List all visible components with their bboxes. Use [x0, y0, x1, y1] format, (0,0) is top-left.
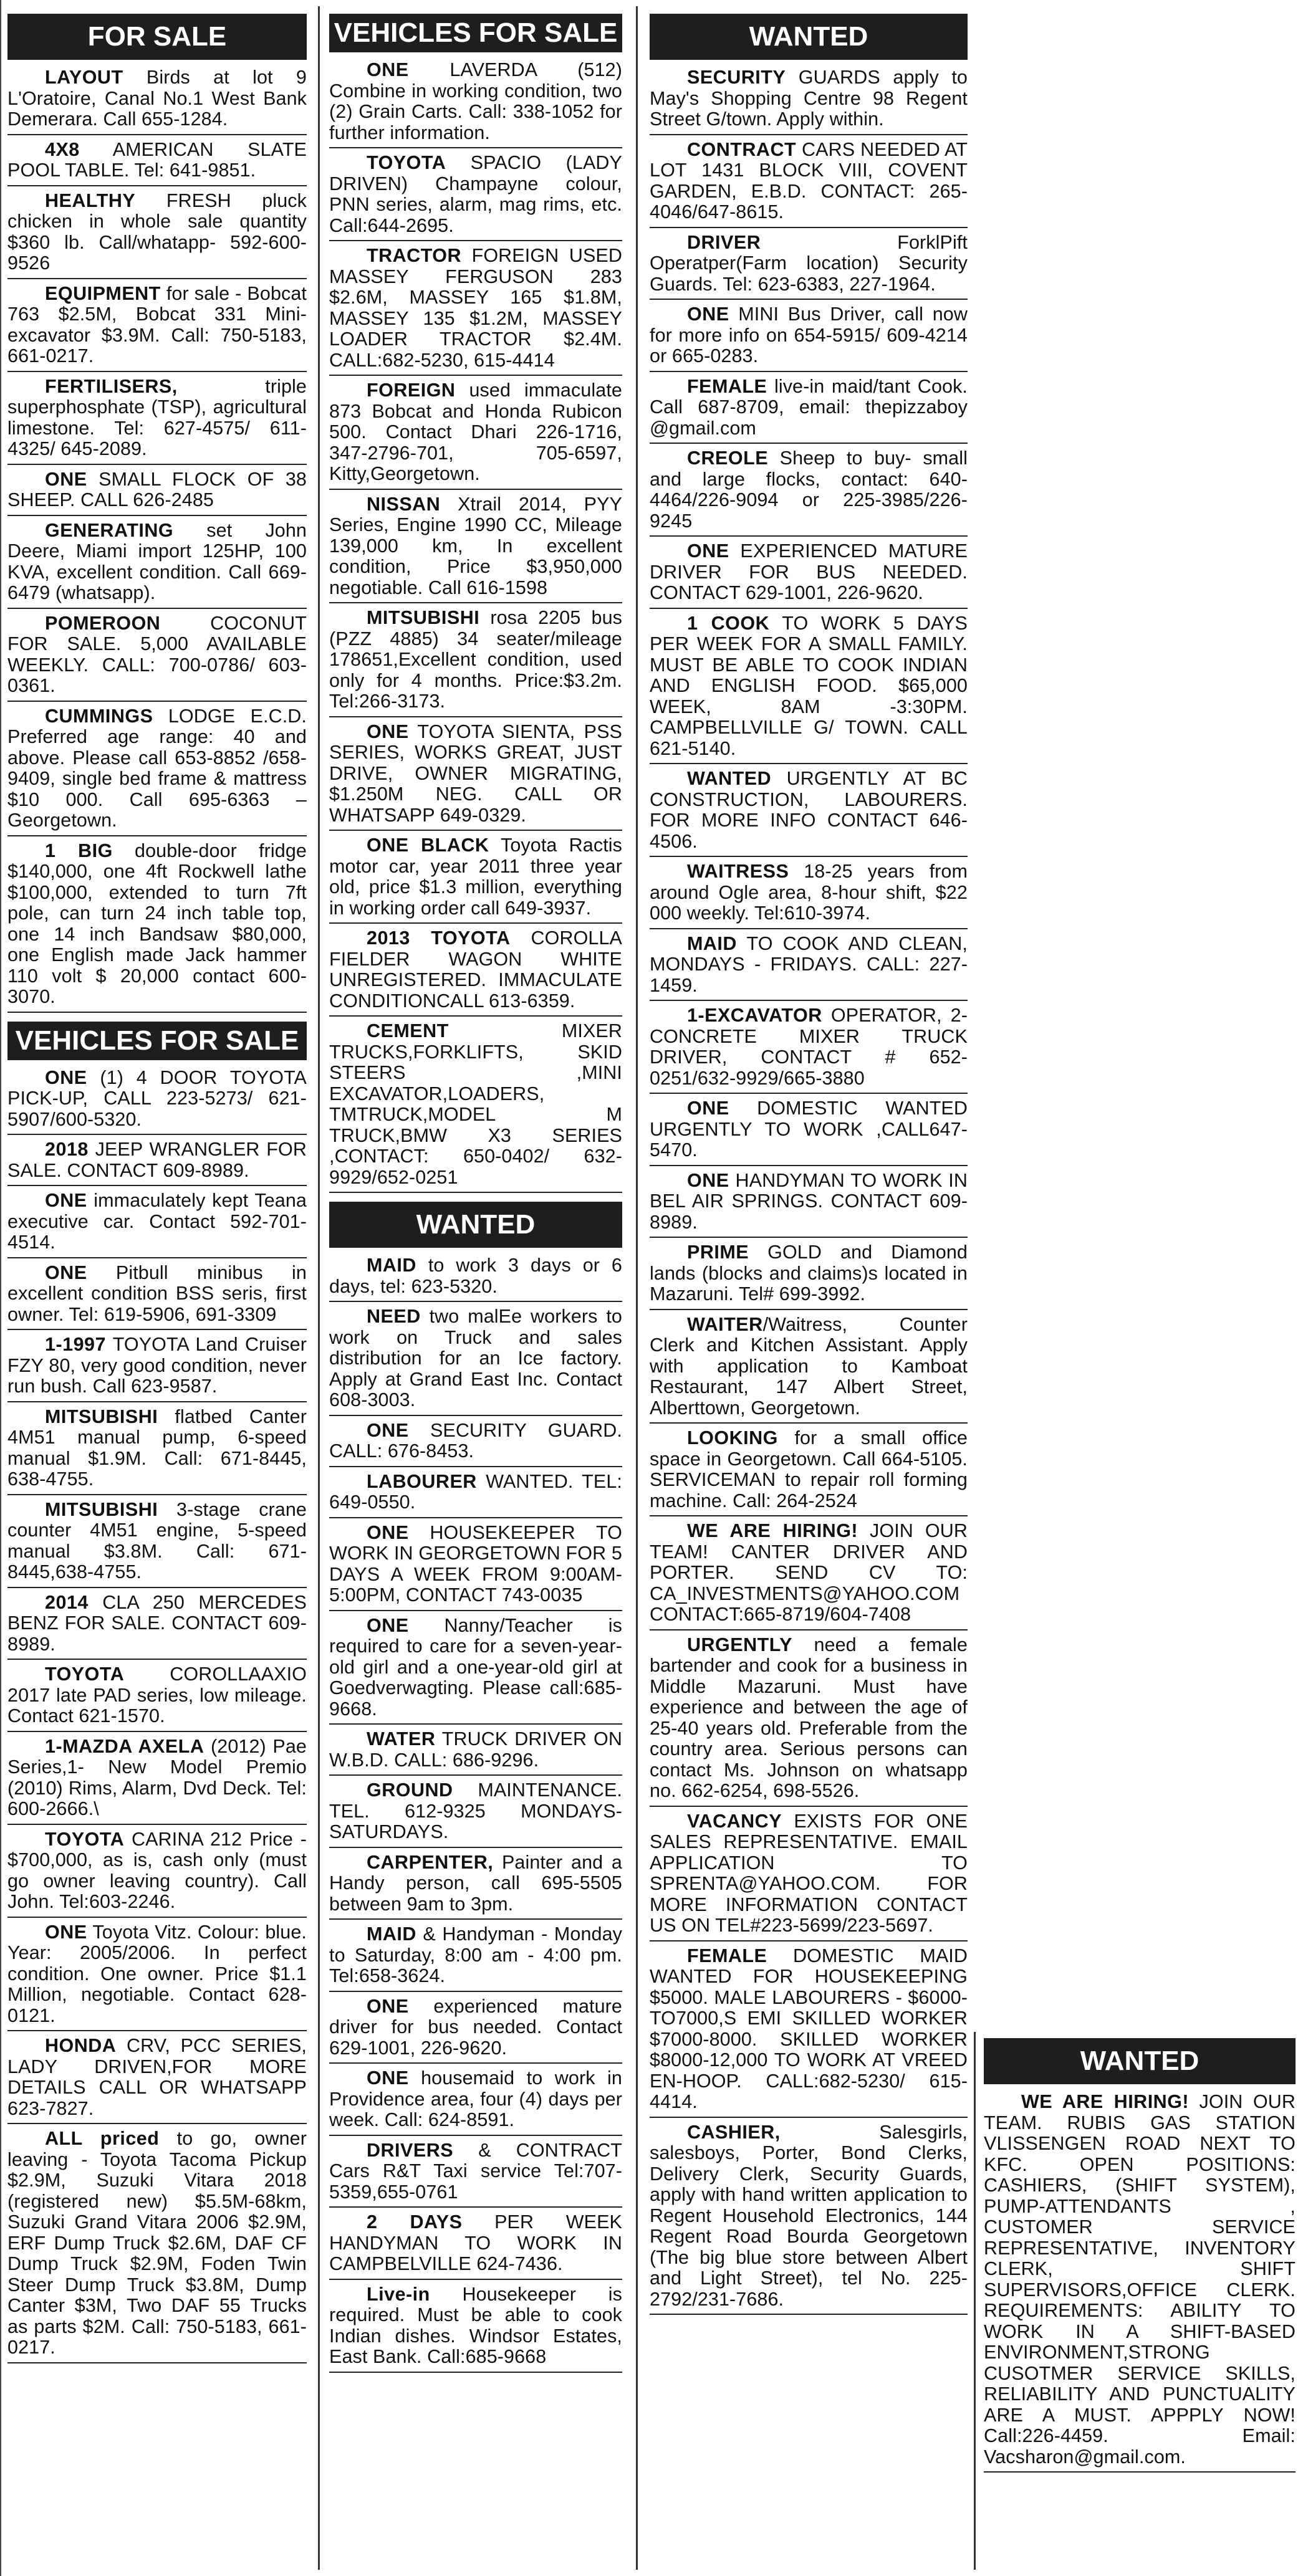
ad-lead-word: VACANCY: [687, 1810, 782, 1832]
classified-ad: [329, 1306, 622, 1416]
ad-lead-word: ONE: [367, 1521, 409, 1543]
classified-ad: [329, 1472, 622, 1518]
ad-lead-word: ONE: [367, 1419, 409, 1441]
classified-ad: [7, 376, 307, 465]
classified-ad: [329, 246, 622, 376]
classified-ad: [7, 284, 307, 372]
ad-body: & Handyman - Monday to Saturday, 8:00 am - 4:00 pm. Tel:658-3624.: [329, 1923, 622, 1986]
ad-lead-word: FERTILISERS,: [45, 375, 178, 397]
ad-lead-word: DRIVERS: [367, 2139, 454, 2161]
classified-ad: [329, 1021, 622, 1193]
classified-ad: [329, 2284, 622, 2373]
classified-ad: [329, 1255, 622, 1302]
ad-lead-word: FEMALE: [687, 1945, 767, 1966]
classified-ad: [7, 1068, 307, 1136]
section-header-vehicles-for-sale: VEHICLES FOR SALE: [329, 14, 622, 52]
classified-ad: [329, 1420, 622, 1467]
classified-ad: [329, 1780, 622, 1848]
classified-ad: [329, 1616, 622, 1725]
classified-ad: [650, 768, 968, 857]
ad-body: SPACIO (LADY DRIVEN) Champayne colour, PNN series, alarm, mag rims, etc. Call:644-2695.: [329, 152, 622, 236]
ad-body: COCONUT FOR SALE. 5,000 AVAILABLE WEEKLY. CALL: 700-0786/ 603-0361.: [7, 612, 307, 696]
classified-ad: [7, 67, 307, 135]
classified-ad: [7, 1139, 307, 1186]
classified-ad: [650, 1171, 968, 1238]
ad-lead-word: ONE: [45, 468, 87, 490]
ad-lead-word: DRIVER: [687, 231, 761, 253]
ad-body: JOIN OUR TEAM! CANTER DRIVER AND PORTER. SEND CV TO: CA_INVESTMENTS@YAHOO.COM CONTACT:665-8719/604-7408: [650, 1520, 968, 1625]
ad-lead-word: SECURITY: [687, 67, 786, 88]
ad-lead-word: EQUIPMENT: [45, 282, 161, 304]
classified-ad: [650, 1314, 968, 1424]
ad-lead-word: WE ARE HIRING!: [1021, 2091, 1190, 2112]
ad-lead-word: ONE: [687, 1098, 729, 1119]
ad-lead-word: TOYOTA: [45, 1664, 125, 1685]
classified-ad: [7, 1922, 307, 2032]
ad-body: to go, owner leaving - Toyota Tacoma Pickup $2.9M, Suzuki Vitara 2018 (registered new) $5.5M-68km, Suzuki Grand Vitara 2006 $2.9M, ERF Dump Truck $2.6M, DAF CF Dump Truck $2.9M, Foden Twin Steer Dump Truck $3.8M, Dump Canter $3M, Two DAF 55 Trucks as parts $2M. Call: 750-5183, 661-0217.: [7, 2128, 307, 2358]
ad-lead-word: NISSAN: [367, 493, 441, 515]
classified-ad: [7, 1334, 307, 1402]
classified-ad: [7, 1829, 307, 1918]
classified-ad: [7, 613, 307, 702]
classified-ad: [650, 1098, 968, 1166]
ad-body: TO WORK 5 DAYS PER WEEK FOR A SMALL FAMILY. MUST BE ABLE TO COOK INDIAN AND ENGLISH FOOD. $65,000 WEEK, 8AM -3:30PM. CAMPBELLVILLE G/ TOWN. CALL 621-5140.: [650, 612, 968, 759]
ad-body: HANDYMAN TO WORK IN BEL AIR SPRINGS. CONTACT 609-8989.: [650, 1169, 968, 1233]
classified-ad: [650, 140, 968, 228]
ad-lead-word: MAID: [367, 1255, 416, 1276]
ad-lead-word: TRACTOR: [367, 245, 462, 266]
column-rule: [974, 2032, 976, 2570]
ad-body: (1) 4 DOOR TOYOTA PICK-UP, CALL 223-5273/ 621-5907/600-5320.: [7, 1066, 307, 1130]
ad-body: ForklPift Operatper(Farm location) Security Guards. Tel: 623-6383, 227-1964.: [650, 231, 968, 295]
classified-ad: [329, 380, 622, 490]
ad-body: 3-stage crane counter 4M51 engine, 5-speed manual $3.8M. Call: 671-8445,638-4755.: [7, 1498, 307, 1582]
ad-body: set John Deere, Miami import 125HP, 100 KVA, excellent condition. Call 669-6479 (whatsapp).: [7, 519, 307, 603]
ad-body: AMERICAN SLATE POOL TABLE. Tel: 641-9851.: [7, 138, 307, 181]
ad-lead-word: 1 BIG: [45, 840, 113, 861]
ad-lead-word: ONE BLACK: [367, 835, 489, 856]
ad-body: DOMESTIC WANTED URGENTLY TO WORK ,CALL647-5470.: [650, 1098, 968, 1161]
classified-ad: [650, 1428, 968, 1516]
ad-body: JOIN OUR TEAM. RUBIS GAS STATION VLISSENGEN ROAD NEXT TO KFC. OPEN POSITIONS: CASHIERS, (SHIFT SYSTEM), PUMP-ATTENDANTS , CUSTOMER SERVICE REPRESENTATIVE, INVENTORY CLERK, SHIFT SUPERVISORS,OFFICE CLERK. REQUIREMENTS: ABILITY TO WORK IN A SHIFT-BASED ENVIRONMENT,STRONG CUSOTMER SERVICE SKILLS, RELIABILITY AND PUNCTUALITY ARE A MUST. APPPLY NOW! Call:226-4459. Email: Vacsharon@gmail.com.: [984, 2091, 1296, 2468]
ad-lead-word: WAITRESS: [687, 861, 789, 882]
ad-body: two malEe workers to work on Truck and sales distribution for an Ice factory. Apply at Grand East Inc. Contact 608-3003.: [329, 1306, 622, 1410]
classified-ad: [7, 2128, 307, 2363]
ad-lead-word: ONE: [687, 540, 729, 562]
ad-lead-word: ONE: [367, 2067, 409, 2089]
ad-lead-word: TOYOTA: [45, 1828, 125, 1850]
ad-body: Xtrail 2014, PYY Series, Engine 1990 CC, Mileage 139,000 km, In excellent condition, Price $3,950,000 negotiable. Call 616-1598: [329, 493, 622, 598]
ad-lead-word: 2014: [45, 1591, 89, 1613]
classified-ad: [650, 1005, 968, 1094]
classified-ad: [650, 232, 968, 300]
ad-body: Birds at lot 9 L'Oratoire, Canal No.1 West Bank Demerara. Call 655-1284.: [7, 67, 307, 130]
column-2: [329, 14, 622, 2377]
ads-list: [329, 1255, 622, 2373]
classified-ad: [650, 304, 968, 372]
classified-ad: [650, 861, 968, 929]
classified-ad: [650, 1521, 968, 1630]
classified-ad: [7, 1263, 307, 1331]
classified-ad: [329, 494, 622, 604]
classified-ad: [7, 1592, 307, 1660]
classified-ad: [329, 2068, 622, 2136]
section-header-wanted: WANTED: [329, 1202, 622, 1248]
ad-lead-word: CASHIER,: [687, 2121, 781, 2143]
classified-ad: [984, 2092, 1296, 2473]
ad-lead-word: LOOKING: [687, 1427, 778, 1448]
ad-lead-word: CUMMINGS: [45, 705, 153, 727]
classified-ad: [329, 2212, 622, 2280]
ad-lead-word: 1-MAZDA AXELA: [45, 1735, 204, 1757]
column-rule: [636, 6, 638, 2570]
classified-ad: [329, 1852, 622, 1920]
classified-ad: [650, 448, 968, 537]
ad-lead-word: GENERATING: [45, 519, 174, 541]
ad-body: COROLLA FIELDER WAGON WHITE UNREGISTERED. IMMACULATE CONDITIONCALL 613-6359.: [329, 927, 623, 1012]
ad-lead-word: LABOURER: [367, 1470, 477, 1492]
ad-lead-word: MITSUBISHI: [45, 1405, 158, 1427]
ad-lead-word: 4X8: [45, 138, 80, 160]
ad-body: CARINA 212 Price - $700,000, as is, cash only (must go owner leaving country). Call John. Tel:603-2246.: [7, 1828, 307, 1912]
ad-body: (2012) Pae Series,1- New Model Premio (2010) Rims, Alarm, Dvd Deck. Tel: 600-2666.\: [7, 1735, 307, 1819]
ad-body: for sale - Bobcat 763 $2.5M, Bobcat 331 Mini-excavator $3.9M. Call: 750-5183, 661-0217.: [7, 282, 307, 366]
ad-lead-word: NEED: [367, 1306, 421, 1327]
ad-lead-word: ONE: [367, 1614, 409, 1636]
classified-ad: [329, 608, 622, 717]
ad-lead-word: ONE: [367, 59, 409, 80]
ad-lead-word: MAID: [687, 932, 737, 954]
classified-ad: [7, 191, 307, 279]
section-header-wanted: WANTED: [984, 2038, 1296, 2084]
ad-body: immaculately kept Teana executive car. Contact 592-701-4514.: [7, 1190, 307, 1253]
classified-ad: [329, 928, 622, 1017]
section-header-vehicles-for-sale: VEHICLES FOR SALE: [7, 1022, 307, 1060]
ad-body: MINI Bus Driver, call now for more info on 654-5915/ 609-4214 or 665-0283.: [650, 304, 968, 366]
ad-lead-word: 1 COOK: [687, 612, 770, 634]
ad-body: triple superphosphate (TSP), agricultural limestone. Tel: 627-4575/ 611-4325/ 645-2089.: [7, 375, 307, 459]
classified-ad: [650, 1811, 968, 1942]
ad-body: GUARDS apply to May's Shopping Centre 98 Regent Street G/town. Apply within.: [650, 67, 968, 130]
column-1: [7, 14, 307, 2368]
column-rule: [318, 6, 320, 2570]
ad-lead-word: ONE: [45, 1190, 87, 1211]
classified-ad: [329, 2140, 622, 2208]
classified-ad: [329, 1924, 622, 1992]
ad-lead-word: MAID: [367, 1923, 416, 1945]
ad-body: TO COOK AND CLEAN, MONDAYS - FRIDAYS. CALL: 227-1459.: [650, 932, 968, 996]
ad-body: LAVERDA (512) Combine in working condition, two (2) Grain Carts. Call: 338-1052 for further information.: [329, 59, 622, 143]
ad-body: OPERATOR, 2- CONCRETE MIXER TRUCK DRIVER, CONTACT # 652-0251/632-9929/665-3880: [650, 1005, 968, 1089]
ad-body: GOLD and Diamond lands (blocks and claims)s located in Mazaruni. Tel# 699-3992.: [650, 1242, 968, 1305]
classified-ad: [650, 1946, 968, 2118]
ad-lead-word: LAYOUT: [45, 67, 123, 88]
ad-lead-word: WANTED: [687, 768, 772, 789]
ad-lead-word: ALL priced: [45, 2128, 160, 2149]
ad-body: 18-25 years from around Ogle area, 8-hour shift, $22 000 weekly. Tel:610-3974.: [650, 861, 968, 924]
ad-lead-word: ONE: [367, 721, 409, 742]
ad-lead-word: Live-in: [367, 2283, 430, 2305]
ad-body: WANTED. TEL: 649-0550.: [329, 1470, 622, 1513]
ad-lead-word: 1-1997: [45, 1334, 106, 1355]
ad-body: TOYOTA Land Cruiser FZY 80, very good condition, never run bush. Call 623-9587.: [7, 1334, 307, 1397]
classified-ad: [650, 376, 968, 444]
ad-body: Pitbull minibus in excellent condition BSS seris, first owner. Tel: 619-5906, 691-3309: [7, 1262, 307, 1325]
classified-ad: [7, 841, 307, 1013]
ads-list: [7, 67, 307, 1013]
ad-lead-word: CREOLE: [687, 448, 769, 469]
ad-lead-word: ONE: [687, 304, 729, 325]
ad-body: live-in maid/tant Cook. Call 687-8709, email: thepizzaboy @gmail.com: [650, 375, 968, 439]
ad-body: Nanny/Teacher is required to care for a seven-year-old girl and a one-year-old girl at Goedverwagting. Please call:685-9668.: [329, 1614, 622, 1720]
classified-ad: [7, 520, 307, 609]
ad-lead-word: ONE: [367, 1995, 409, 2017]
ad-body: SECURITY GUARD. CALL: 676-8453.: [329, 1419, 622, 1462]
classified-ad: [7, 469, 307, 516]
ad-lead-word: CARPENTER,: [367, 1851, 494, 1873]
ad-body: need a female bartender and cook for a business in Middle Mazaruni. Must have experience and between the age of 25-40 years old. Preferable from the country area. Serious persons can contact Ms. Johnson on whatsapp no. 662-6254, 698-5526.: [650, 1634, 968, 1801]
classified-ad: [7, 706, 307, 836]
ad-lead-word: FOREIGN: [367, 380, 456, 401]
ad-lead-word: 2 DAYS: [367, 2211, 463, 2233]
classified-ad: [329, 835, 622, 924]
classified-ad: [650, 934, 968, 1002]
column-4: [984, 2038, 1296, 2477]
ad-body: housemaid to work in Providence area, four (4) days per week. Call: 624-8591.: [329, 2067, 622, 2130]
ad-lead-word: FEMALE: [687, 375, 767, 397]
ad-lead-word: WE ARE HIRING!: [687, 1520, 858, 1541]
ad-body: CRV, PCC SERIES, LADY DRIVEN,FOR MORE DETAILS CALL OR WHATSAPP 623-7827.: [7, 2035, 307, 2119]
ad-lead-word: MITSUBISHI: [45, 1498, 158, 1520]
ad-body: EXISTS FOR ONE SALES REPRESENTATIVE. EMAIL APPLICATION TO SPRENTA@YAHOO.COM. FOR MORE INFORMATION CONTACT US ON TEL#223-5699/223-5697.: [650, 1810, 968, 1936]
ad-body: Painter and a Handy person, call 695-5505 between 9am to 3pm.: [329, 1851, 622, 1915]
classified-ad: [7, 1664, 307, 1732]
ad-body: SMALL FLOCK OF 38 SHEEP. CALL 626-2485: [7, 468, 307, 510]
ad-lead-word: GROUND: [367, 1779, 453, 1801]
ad-lead-word: 2018: [45, 1139, 89, 1160]
ad-body: FOREIGN USED MASSEY FERGUSON 283 $2.6M, MASSEY 165 $1.8M, MASSEY 135 $1.2M, MASSEY LOADER TRACTOR $2.4M. CALL:682-5230, 615-4414: [329, 245, 622, 371]
ads-list: [984, 2092, 1296, 2473]
ad-body: URGENTLY AT BC CONSTRUCTION, LABOURERS. FOR MORE INFO CONTACT 646-4506.: [650, 768, 968, 852]
ad-body: Sheep to buy- small and large flocks, contact: 640-4464/226-9094 or 225-3985/226-9245: [650, 448, 968, 532]
ad-lead-word: MITSUBISHI: [367, 607, 480, 628]
ads-list: [329, 60, 622, 1193]
ad-body: & CONTRACT Cars R&T Taxi service Tel:707-5359,655-0761: [329, 2139, 622, 2203]
ad-lead-word: URGENTLY: [687, 1634, 792, 1655]
classified-ad: [329, 60, 622, 148]
classified-ad: [329, 1523, 622, 1611]
ad-lead-word: TOYOTA: [367, 152, 446, 173]
ad-lead-word: ONE: [45, 1066, 87, 1088]
ad-lead-word: POMEROON: [45, 612, 161, 634]
ad-body: MIXER TRUCKS,FORKLIFTS, SKID STEERS ,MINI EXCAVATOR,LOADERS, TMTRUCK,MODEL M TRUCK,BMW X3 SERIES ,CONTACT: 650-0402/ 632-9929/652-0251: [329, 1020, 622, 1188]
classified-ad: [329, 722, 622, 831]
ad-body: PER WEEK HANDYMAN TO WORK IN CAMPBELVILLE 624-7436.: [329, 2211, 622, 2274]
ad-lead-word: HONDA: [45, 2035, 117, 2056]
ad-lead-word: 1-EXCAVATOR: [687, 1005, 822, 1026]
ad-body: DOMESTIC MAID WANTED FOR HOUSEKEEPING $5000. MALE LABOURERS - $6000-TO7000,S EMI SKILLED WORKER $7000-8000. SKILLED WORKER $8000-12,000 TO WORK AT VREED EN-HOOP. CALL:682-5230/ 615-4414.: [650, 1945, 968, 2112]
classified-ad: [650, 67, 968, 135]
ad-body: MAINTENANCE. TEL. 612-9325 MONDAYS-SATURDAYS.: [329, 1779, 622, 1842]
ads-list: [7, 1068, 307, 2363]
ad-body: Toyota Ractis motor car, year 2011 three year old, price $1.3 million, everything in working order call 649-3937.: [329, 835, 622, 919]
ad-lead-word: CONTRACT: [687, 138, 797, 160]
ad-body: Salesgirls, salesboys, Porter, Bond Clerks, Delivery Clerk, Security Guards, apply with hand written application to Regent Household Electronics, 144 Regent Road Bourda Georgetown (The big blue store between Albert and Light Street), tel No. 225-2792/231-7686.: [650, 2121, 968, 2310]
ad-body: HOUSEKEEPER TO WORK IN GEORGETOWN FOR 5 DAYS A WEEK FROM 9:00AM-5:00PM, CONTACT 743-0035: [329, 1521, 622, 1606]
classified-ad: [329, 1729, 622, 1776]
ad-body: LODGE E.C.D. Preferred age range: 40 and above. Please call 653-8852 /658-9409, single bed frame & mattress $10 000. Call 695-6363 – Georgetown.: [7, 705, 307, 831]
ad-lead-word: WAITER: [687, 1313, 763, 1335]
classified-ad: [329, 153, 622, 241]
classified-ad: [650, 2122, 968, 2315]
ad-body: /Waitress, Counter Clerk and Kitchen Assistant. Apply with application to Kamboat Restaurant, 147 Albert Street, Alberttown, Georgetown.: [650, 1313, 968, 1419]
ad-body: CLA 250 MERCEDES BENZ FOR SALE. CONTACT 609-8989.: [7, 1591, 307, 1655]
ad-body: TOYOTA SIENTA, PSS SERIES, WORKS GREAT, JUST DRIVE, OWNER MIGRATING, $1.250M NEG. CALL OR WHATSAPP 649-0329.: [329, 721, 622, 826]
ad-lead-word: ONE: [45, 1921, 87, 1943]
ad-body: flatbed Canter 4M51 manual pump, 6-speed manual $1.9M. Call: 671-8445, 638-4755.: [7, 1405, 307, 1490]
classified-ad: [650, 541, 968, 609]
classified-ad: [7, 140, 307, 186]
classified-ad: [650, 1242, 968, 1310]
ad-body: for a small office space in Georgetown. Call 664-5105. SERVICEMAN to repair roll forming machine. Call: 264-2524: [650, 1427, 968, 1511]
ad-lead-word: ONE: [687, 1169, 729, 1191]
ad-body: double-door fridge $140,000, one 4ft Rockwell lathe $100,000, extended to turn 7ft pole, can turn 24 inch table top, one 14 inch Bandsaw $80,000, one English made Jack hammer 110 volt $ 20,000 contact 600-3070.: [7, 840, 307, 1007]
ad-body: CARS NEEDED AT LOT 1431 BLOCK VIII, COVENT GARDEN, E.B.D. CONTACT: 265-4046/647-8615.: [650, 138, 968, 223]
ad-lead-word: WATER: [367, 1728, 436, 1750]
ads-list: [650, 67, 968, 2315]
ad-body: to work 3 days or 6 days, tel: 623-5320.: [329, 1255, 622, 1297]
classified-ad: [329, 1996, 622, 2064]
section-header-for-sale: FOR SALE: [7, 14, 307, 60]
column-3: [650, 14, 968, 2319]
ad-body: TRUCK DRIVER ON W.B.D. CALL: 686-9296.: [329, 1728, 622, 1771]
ad-body: FRESH pluck chicken in whole sale quantity $360 lb. Call/whatapp- 592-600-9526: [7, 189, 307, 274]
ad-lead-word: HEALTHY: [45, 189, 136, 211]
classified-ad: [7, 1500, 307, 1588]
ad-lead-word: CEMENT: [367, 1020, 449, 1041]
classified-ad: [7, 1190, 307, 1258]
ad-body: EXPERIENCED MATURE DRIVER FOR BUS NEEDED. CONTACT 629-1001, 226-9620.: [650, 540, 968, 603]
classified-ad: [7, 2036, 307, 2124]
section-header-wanted: WANTED: [650, 14, 968, 60]
classified-ad: [7, 1407, 307, 1495]
ad-body: rosa 2205 bus (PZZ 4885) 34 seater/mileage 178651,Excellent condition, used only for 4 months. Price:$3.2m. Tel:266-3173.: [329, 607, 622, 712]
ad-lead-word: 2013 TOYOTA: [367, 927, 511, 949]
ad-body: experienced mature driver for bus needed. Contact 629-1001, 226-9620.: [329, 1995, 622, 2059]
classified-ad: [650, 613, 968, 765]
classified-ad: [7, 1736, 307, 1825]
ad-body: Toyota Vitz. Colour: blue. Year: 2005/2006. In perfect condition. One owner. Price $1.1 Million, negotiable. Contact 628-0121.: [7, 1921, 307, 2026]
ad-lead-word: ONE: [45, 1262, 87, 1283]
ad-body: JEEP WRANGLER FOR SALE. CONTACT 609-8989.: [7, 1139, 307, 1181]
ad-body: used immaculate 873 Bobcat and Honda Rubicon 500. Contact Dhari 226-1716, 347-2796-701, 705-6597, Kitty,Georgetown.: [329, 380, 622, 484]
ad-body: Housekeeper is required. Must be able to cook Indian dishes. Windsor Estates, East Bank. Call:685-9668: [329, 2283, 622, 2367]
ad-lead-word: PRIME: [687, 1242, 749, 1263]
classified-ad: [650, 1635, 968, 1807]
ad-body: COROLLAAXIO 2017 late PAD series, low mileage. Contact 621-1570.: [7, 1664, 307, 1726]
